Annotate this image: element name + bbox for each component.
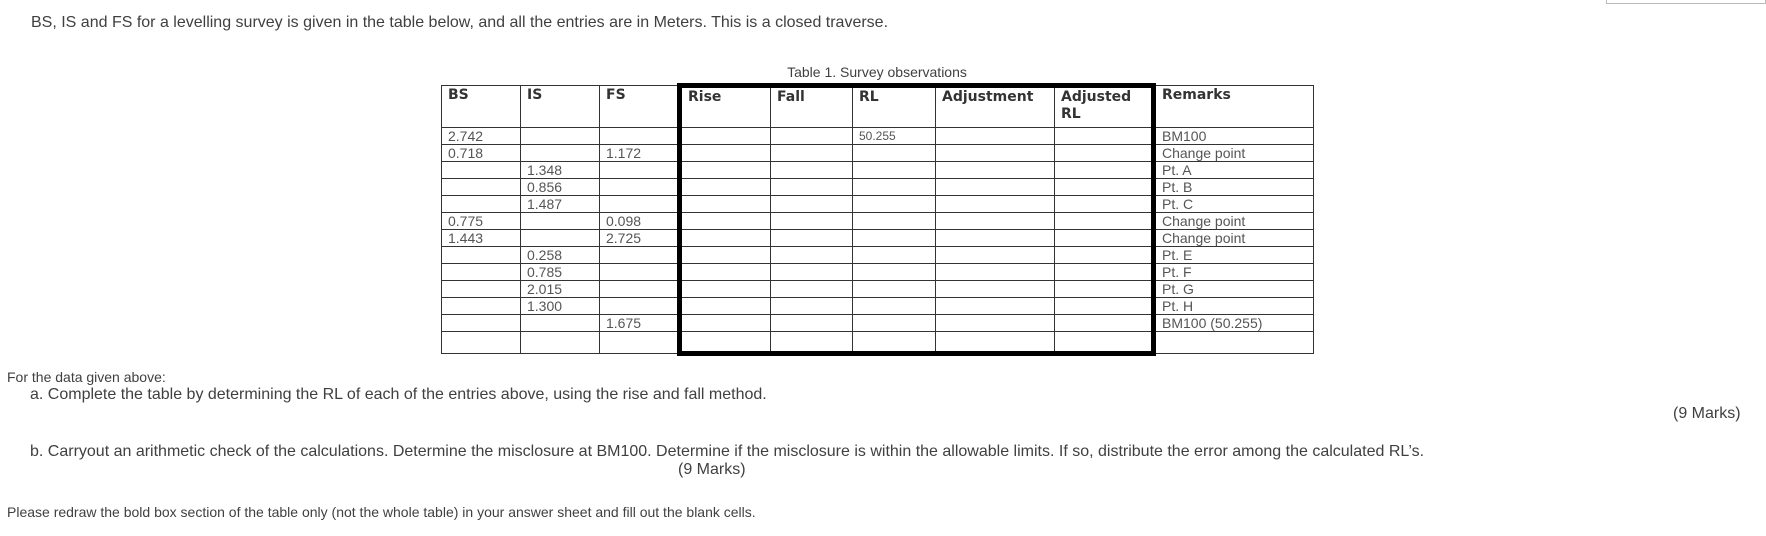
- cell-fall: [771, 145, 853, 162]
- cell-is: [521, 315, 600, 332]
- cell-fs: [600, 298, 680, 315]
- cell-is: 1.487: [521, 196, 600, 213]
- cell-adjustment: [936, 298, 1055, 315]
- cell-is: 1.300: [521, 298, 600, 315]
- table-row: [442, 264, 1314, 281]
- cell-rl: [853, 145, 936, 162]
- cell-rl: [853, 247, 936, 264]
- cell-is: 0.785: [521, 264, 600, 281]
- table-caption: Table 1. Survey observations: [787, 64, 967, 80]
- cell-adjustment: [936, 213, 1055, 230]
- cell-rise: [680, 196, 771, 213]
- cell-fs: 1.172: [600, 145, 680, 162]
- cell-adjusted-rl: [1055, 332, 1154, 354]
- cell-adjusted-rl: [1055, 145, 1154, 162]
- cell-rise: [680, 247, 771, 264]
- table-row: [442, 145, 1314, 162]
- cell-remarks: Pt. H: [1154, 298, 1314, 315]
- cell-fs: [600, 264, 680, 281]
- cell-remarks: Pt. A: [1154, 162, 1314, 179]
- cell-rl: 50.255: [853, 128, 936, 145]
- cell-fs: [600, 162, 680, 179]
- cell-bs: [442, 298, 521, 315]
- cell-remarks: [1154, 332, 1314, 354]
- cell-remarks: Pt. F: [1154, 264, 1314, 281]
- cell-fall: [771, 196, 853, 213]
- cell-adjusted-rl: [1055, 128, 1154, 145]
- cell-adjustment: [936, 264, 1055, 281]
- cell-fall: [771, 315, 853, 332]
- cell-fall: [771, 213, 853, 230]
- header-remarks: Remarks: [1154, 86, 1314, 128]
- survey-observations-table: [441, 83, 1314, 356]
- cell-is: [521, 128, 600, 145]
- cell-rl: [853, 196, 936, 213]
- cell-adjustment: [936, 145, 1055, 162]
- cell-fall: [771, 298, 853, 315]
- cell-fall: [771, 162, 853, 179]
- cell-remarks: BM100 (50.255): [1154, 315, 1314, 332]
- cell-rl: [853, 298, 936, 315]
- questions-lead: For the data given above:: [7, 369, 166, 385]
- intro-text: BS, IS and FS for a levelling survey is given in the table below, and all the entries are in Meters. This is a closed traverse.: [31, 14, 889, 31]
- cell-is: 2.015: [521, 281, 600, 298]
- cell-adjustment: [936, 230, 1055, 247]
- cell-rise: [680, 128, 771, 145]
- cell-rise: [680, 145, 771, 162]
- cell-remarks: Change point: [1154, 213, 1314, 230]
- cell-adjusted-rl: [1055, 213, 1154, 230]
- cell-adjustment: [936, 247, 1055, 264]
- cell-rise: [680, 162, 771, 179]
- cell-rl: [853, 162, 936, 179]
- table-row: [442, 196, 1314, 213]
- header-bs: BS: [442, 86, 521, 128]
- cell-bs: [442, 196, 521, 213]
- cell-adjustment: [936, 179, 1055, 196]
- table-row: [442, 128, 1314, 145]
- cell-is: [521, 332, 600, 354]
- table-row: [442, 179, 1314, 196]
- cell-bs: 2.742: [442, 128, 521, 145]
- cell-bs: [442, 264, 521, 281]
- table-row: [442, 230, 1314, 247]
- table-row: [442, 298, 1314, 315]
- cell-adjusted-rl: [1055, 230, 1154, 247]
- cell-fs: 0.098: [600, 213, 680, 230]
- cell-fall: [771, 179, 853, 196]
- header-rl: RL: [853, 86, 936, 128]
- cell-fall: [771, 264, 853, 281]
- cell-adjusted-rl: [1055, 315, 1154, 332]
- cell-adjusted-rl: [1055, 247, 1154, 264]
- table-row: [442, 315, 1314, 332]
- cell-rise: [680, 230, 771, 247]
- cell-adjustment: [936, 281, 1055, 298]
- cell-rl: [853, 213, 936, 230]
- cell-bs: [442, 281, 521, 298]
- cell-adjusted-rl: [1055, 179, 1154, 196]
- cell-adjusted-rl: [1055, 281, 1154, 298]
- cell-rise: [680, 179, 771, 196]
- cell-fs: [600, 128, 680, 145]
- cell-bs: [442, 315, 521, 332]
- header-is: IS: [521, 86, 600, 128]
- cell-rise: [680, 213, 771, 230]
- cell-is: [521, 145, 600, 162]
- cell-bs: [442, 179, 521, 196]
- cell-bs: 1.443: [442, 230, 521, 247]
- table-header-row: [442, 86, 1314, 128]
- header-adjustment: Adjustment: [936, 86, 1055, 128]
- cell-rl: [853, 230, 936, 247]
- corner-frame: [1606, 0, 1766, 4]
- question-a: a. Complete the table by determining the RL of each of the entries above, using the rise and fall method.: [30, 386, 767, 403]
- cell-fall: [771, 247, 853, 264]
- cell-remarks: Change point: [1154, 230, 1314, 247]
- cell-is: [521, 230, 600, 247]
- cell-fall: [771, 230, 853, 247]
- cell-bs: 0.718: [442, 145, 521, 162]
- cell-adjusted-rl: [1055, 264, 1154, 281]
- cell-remarks: Pt. E: [1154, 247, 1314, 264]
- cell-is: [521, 213, 600, 230]
- cell-bs: 0.775: [442, 213, 521, 230]
- cell-bs: [442, 162, 521, 179]
- cell-bs: [442, 247, 521, 264]
- cell-adjustment: [936, 196, 1055, 213]
- cell-rise: [680, 264, 771, 281]
- cell-rl: [853, 281, 936, 298]
- cell-fall: [771, 128, 853, 145]
- cell-adjustment: [936, 128, 1055, 145]
- cell-fs: 2.725: [600, 230, 680, 247]
- cell-fs: 1.675: [600, 315, 680, 332]
- cell-adjustment: [936, 315, 1055, 332]
- cell-is: 1.348: [521, 162, 600, 179]
- cell-fall: [771, 332, 853, 354]
- redraw-instruction: Please redraw the bold box section of the table only (not the whole table) in your answer sheet and fill out the blank cells.: [7, 504, 756, 520]
- cell-fs: [600, 196, 680, 213]
- cell-rl: [853, 332, 936, 354]
- cell-adjusted-rl: [1055, 298, 1154, 315]
- cell-fall: [771, 281, 853, 298]
- cell-rl: [853, 264, 936, 281]
- table-row: [442, 247, 1314, 264]
- cell-remarks: BM100: [1154, 128, 1314, 145]
- table-row: [442, 213, 1314, 230]
- cell-rise: [680, 315, 771, 332]
- cell-fs: [600, 179, 680, 196]
- cell-remarks: Pt. C: [1154, 196, 1314, 213]
- cell-adjusted-rl: [1055, 196, 1154, 213]
- cell-is: 0.856: [521, 179, 600, 196]
- header-fall: Fall: [771, 86, 853, 128]
- cell-adjustment: [936, 162, 1055, 179]
- cell-adjustment: [936, 332, 1055, 354]
- cell-rl: [853, 179, 936, 196]
- cell-rise: [680, 332, 771, 354]
- table-row: [442, 281, 1314, 298]
- question-b-marks: (9 Marks): [678, 461, 746, 478]
- cell-remarks: Pt. G: [1154, 281, 1314, 298]
- cell-adjusted-rl: [1055, 162, 1154, 179]
- table-row: [442, 332, 1314, 354]
- cell-rise: [680, 281, 771, 298]
- question-a-marks: (9 Marks): [1673, 405, 1741, 422]
- header-rise: Rise: [680, 86, 771, 128]
- table-row: [442, 162, 1314, 179]
- cell-remarks: Pt. B: [1154, 179, 1314, 196]
- cell-fs: [600, 247, 680, 264]
- cell-rise: [680, 298, 771, 315]
- header-adjusted-rl: Adjusted RL: [1055, 86, 1154, 128]
- header-fs: FS: [600, 86, 680, 128]
- cell-fs: [600, 281, 680, 298]
- cell-bs: [442, 332, 521, 354]
- cell-rl: [853, 315, 936, 332]
- cell-fs: [600, 332, 680, 354]
- cell-is: 0.258: [521, 247, 600, 264]
- question-b: b. Carryout an arithmetic check of the calculations. Determine the misclosure at BM100. Determine if the misclosure is within the allowable limits. If so, distribute the error among the calculated RL’s.: [30, 443, 1425, 460]
- cell-remarks: Change point: [1154, 145, 1314, 162]
